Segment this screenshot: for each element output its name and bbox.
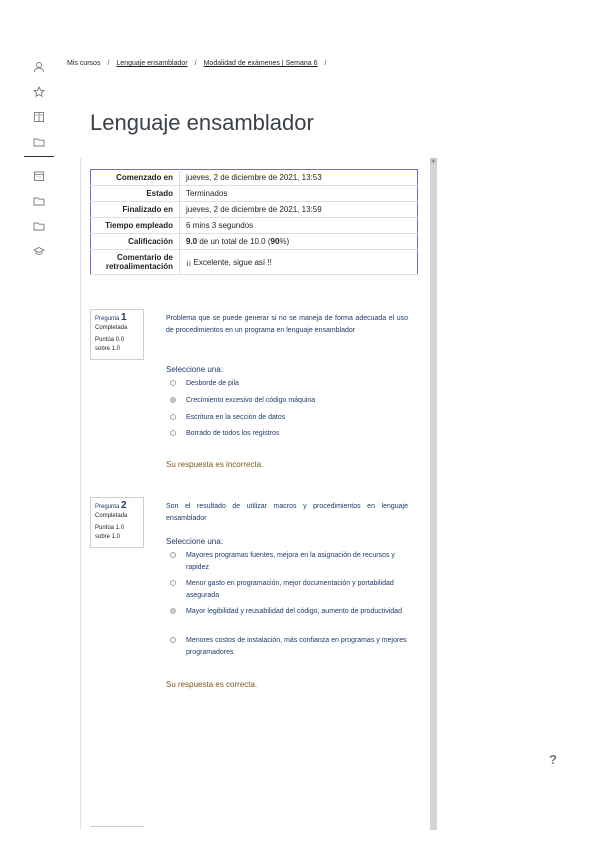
left-sidebar [24,60,54,269]
summary-row [91,218,418,234]
radio-button-selected[interactable] [170,608,176,614]
answer-feedback: Su respuesta es incorrecta. [166,460,264,469]
radio-button[interactable] [170,637,176,643]
answer-option[interactable] [170,606,410,618]
breadcrumb-separator: / [324,60,327,67]
star-icon[interactable] [32,85,46,99]
summary-row [91,234,418,250]
answer-option[interactable] [170,412,410,424]
scroll-up-icon[interactable]: ▲ [431,158,436,164]
question-number [95,313,139,324]
summary-value: jueves, 2 de diciembre de 2021, 13:59 [186,205,322,214]
user-icon[interactable] [32,60,46,74]
help-icon[interactable]: ? [549,752,557,767]
question-number-value: 2 [121,500,127,511]
summary-value: 6 mins 3 segundos [186,221,254,230]
option-label: Menor gasto en programación, mejor documentación y portabilidad asegurada [186,580,394,599]
breadcrumb-item-section[interactable]: Modalidad de exámenes | Semana 6 [203,60,318,67]
page-title: Lenguaje ensamblador [90,110,314,135]
summary-label: Finalizado en [91,202,180,218]
answer-option[interactable] [170,428,410,440]
answer-option[interactable] [170,578,410,602]
option-label: Menores costos de instalación, más confianza en programas y mejores programadores [186,637,407,656]
calendar-icon[interactable] [32,169,46,183]
summary-row [91,186,418,202]
question-info-1 [90,309,144,360]
answer-option[interactable] [170,395,410,407]
radio-button[interactable] [170,580,176,586]
question-info-2 [90,497,144,548]
answer-option[interactable] [170,550,410,574]
answer-feedback: Su respuesta es correcta. [166,680,258,689]
folder-icon[interactable] [32,135,46,149]
summary-label: Comentario de retroalimentación [91,250,180,275]
summary-label: Estado [91,186,180,202]
option-label: Desborde de pila [186,380,239,387]
summary-row [91,250,418,275]
option-label: Mayor legibilidad y reusabilidad del código, aumento de productividad [186,608,402,615]
radio-button[interactable] [170,552,176,558]
question-number [95,501,139,512]
question-score: Puntúa 0.0 sobre 1.0 [95,337,125,352]
option-label: Borrado de todos los registros [186,430,280,437]
answer-option[interactable] [170,378,410,390]
question-prompt: Seleccione una: [166,365,223,374]
breadcrumb-separator: / [107,60,110,67]
question-state: Completada [95,513,128,519]
summary-value [180,234,418,250]
question-score: Puntúa 1.0 sobre 1.0 [95,525,125,540]
option-label: Escritura en la sección de datos [186,414,286,421]
question-state: Completada [95,325,128,331]
grade-text-end: %) [279,237,290,246]
summary-row [91,202,418,218]
next-question-info-edge [90,826,144,827]
question-prompt: Seleccione una: [166,537,223,546]
question-prefix: Pregunta [95,316,120,322]
option-label: Mayores programas fuentes, mejora en la asignación de recursos y rapidez [186,552,395,571]
question-text: Son el resultado de utilizar macros y procedimientos en lenguaje ensamblador [166,503,408,522]
grade-text: de un total de 10.0 ( [197,237,271,246]
graduation-icon[interactable] [32,244,46,258]
breadcrumb [67,60,333,67]
grade-value: 9.0 [186,237,198,246]
summary-label: Comenzado en [91,170,180,186]
summary-row [91,170,418,186]
book-icon[interactable] [32,110,46,124]
radio-button[interactable] [170,414,176,420]
breadcrumb-item-course[interactable]: Lenguaje ensamblador [116,60,188,67]
breadcrumb-separator: / [194,60,197,67]
folder-icon[interactable] [32,194,46,208]
summary-label: Calificación [91,234,180,250]
folder-icon[interactable] [32,219,46,233]
question-number-value: 1 [121,312,127,323]
question-prefix: Pregunta [95,504,120,510]
radio-button-selected[interactable] [170,397,176,403]
answer-option[interactable] [170,635,410,659]
summary-label: Tiempo empleado [91,218,180,234]
scrollbar[interactable] [430,158,437,830]
option-label: Crecimiento excesivo del código máquina [186,397,316,404]
summary-value: ¡¡ Excelente, sigue así !! [186,257,272,267]
radio-button[interactable] [170,430,176,436]
attempt-summary-table [90,169,418,275]
summary-value: Terminados [186,189,228,198]
active-indicator [24,156,54,157]
question-text: Problema que se puede generar si no se maneja de forma adecuada el uso de procedimientos en un programa en lenguaje ensamblador [166,315,408,334]
grade-percent: 90 [270,237,280,246]
breadcrumb-item-my-courses[interactable]: Mis cursos [67,60,101,67]
radio-button[interactable] [170,380,176,386]
summary-value: jueves, 2 de diciembre de 2021, 13:53 [186,173,322,182]
